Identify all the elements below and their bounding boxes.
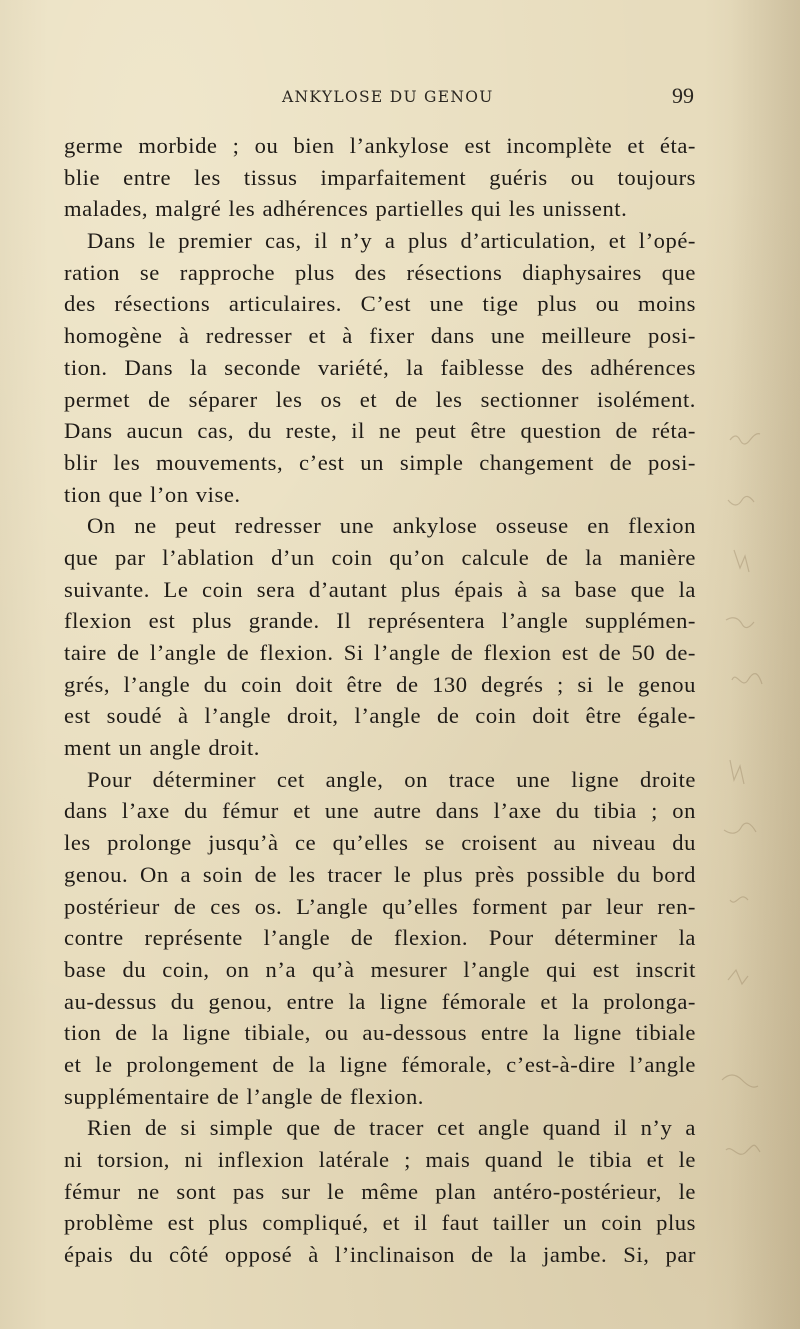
- running-title: ANKYLOSE DU GENOU: [282, 88, 494, 106]
- text-line: ment un angle droit.: [64, 735, 260, 761]
- text-line: malades, malgré les adhérences partielles qui les unissent.: [64, 196, 628, 222]
- text-line: base du coin, on n’a qu’à mesurer l’angle qui est inscrit: [64, 956, 696, 982]
- text-line: dans l’axe du fémur et une autre dans l’axe du tibia ; on: [64, 798, 696, 824]
- text-line: blir les mouvements, c’est un simple changement de posi-: [64, 449, 696, 475]
- text-line: est soudé à l’angle droit, l’angle de coin doit être égale-: [64, 703, 696, 729]
- text-line: Pour déterminer cet angle, on trace une ligne droite: [87, 766, 696, 792]
- bleed-stroke: [726, 1145, 760, 1154]
- text-line: tion que l’on vise.: [64, 481, 241, 507]
- text-line: On ne peut redresser une ankylose osseuse en flexion: [87, 513, 696, 539]
- text-line: blie entre les tissus imparfaitement guéris ou toujours: [64, 164, 696, 190]
- bleed-stroke: [722, 1075, 758, 1087]
- text-line: suivante. Le coin sera d’autant plus épais à sa base que la: [64, 576, 696, 602]
- text-line: et le prolongement de la ligne fémorale, c’est-à-dire l’angle: [64, 1051, 696, 1077]
- text-line: postérieur de ces os. L’angle qu’elles forment par leur ren-: [64, 893, 696, 919]
- text-line: au-dessus du genou, entre la ligne fémorale et la prolonga-: [64, 988, 696, 1014]
- page-header: [64, 83, 694, 116]
- text-line: germe morbide ; ou bien l’ankylose est incomplète et éta-: [64, 133, 696, 158]
- bleed-stroke: [724, 823, 756, 833]
- page-number: 99: [672, 83, 694, 108]
- text-line: fémur ne sont pas sur le même plan antéro-postérieur, le: [64, 1178, 696, 1204]
- text-line: épais du côté opposé à l’inclinaison de la jambe. Si, par: [64, 1242, 696, 1268]
- text-line: que par l’ablation d’un coin qu’on calcule de la manière: [64, 544, 696, 570]
- text-line: ration se rapproche plus des résections diaphysaires que: [64, 259, 696, 285]
- text-line: contre représente l’angle de flexion. Pour déterminer la: [64, 925, 696, 951]
- text-line: des résections articulaires. C’est une tige plus ou moins: [64, 291, 696, 317]
- text-line: genou. On a soin de les tracer le plus près possible du bord: [64, 861, 696, 887]
- text-line: Dans le premier cas, il n’y a plus d’articulation, et l’opé-: [87, 228, 696, 254]
- bleed-stroke: [728, 970, 748, 984]
- text-line: les prolonge jusqu’à ce qu’elles se croisent au niveau du: [64, 830, 696, 856]
- bleed-stroke: [730, 760, 744, 784]
- text-line: tion. Dans la seconde variété, la faiblesse des adhérences: [64, 354, 696, 380]
- bleed-stroke: [730, 897, 748, 902]
- bleed-stroke: [734, 550, 749, 572]
- text-line: Rien de si simple que de tracer cet angle quand il n’y a: [87, 1115, 696, 1141]
- text-line: ni torsion, ni inflexion latérale ; mais quand le tibia et le: [64, 1147, 696, 1172]
- text-line: grés, l’angle du coin doit être de 130 degrés ; si le genou: [64, 671, 696, 697]
- bleed-stroke: [730, 434, 760, 444]
- text-line: Dans aucun cas, du reste, il ne peut être question de réta-: [64, 418, 696, 444]
- text-line: homogène à redresser et à fixer dans une meilleure posi-: [64, 323, 696, 349]
- text-line: flexion est plus grande. Il représentera l’angle supplémen-: [64, 608, 696, 634]
- text-line: problème est plus compliqué, et il faut tailler un coin plus: [64, 1210, 696, 1236]
- text-line: tion de la ligne tibiale, ou au-dessous entre la ligne tibiale: [64, 1020, 696, 1046]
- body-text: [64, 130, 696, 1271]
- text-line: taire de l’angle de flexion. Si l’angle de flexion est de 50 de-: [64, 640, 696, 665]
- margin-bleed-through: [700, 380, 800, 1280]
- text-line: permet de séparer les os et de les sectionner isolément.: [64, 386, 696, 412]
- bleed-stroke: [728, 496, 754, 505]
- bleed-stroke: [732, 674, 762, 684]
- text-line: supplémentaire de l’angle de flexion.: [64, 1083, 424, 1109]
- bleed-stroke: [726, 618, 754, 628]
